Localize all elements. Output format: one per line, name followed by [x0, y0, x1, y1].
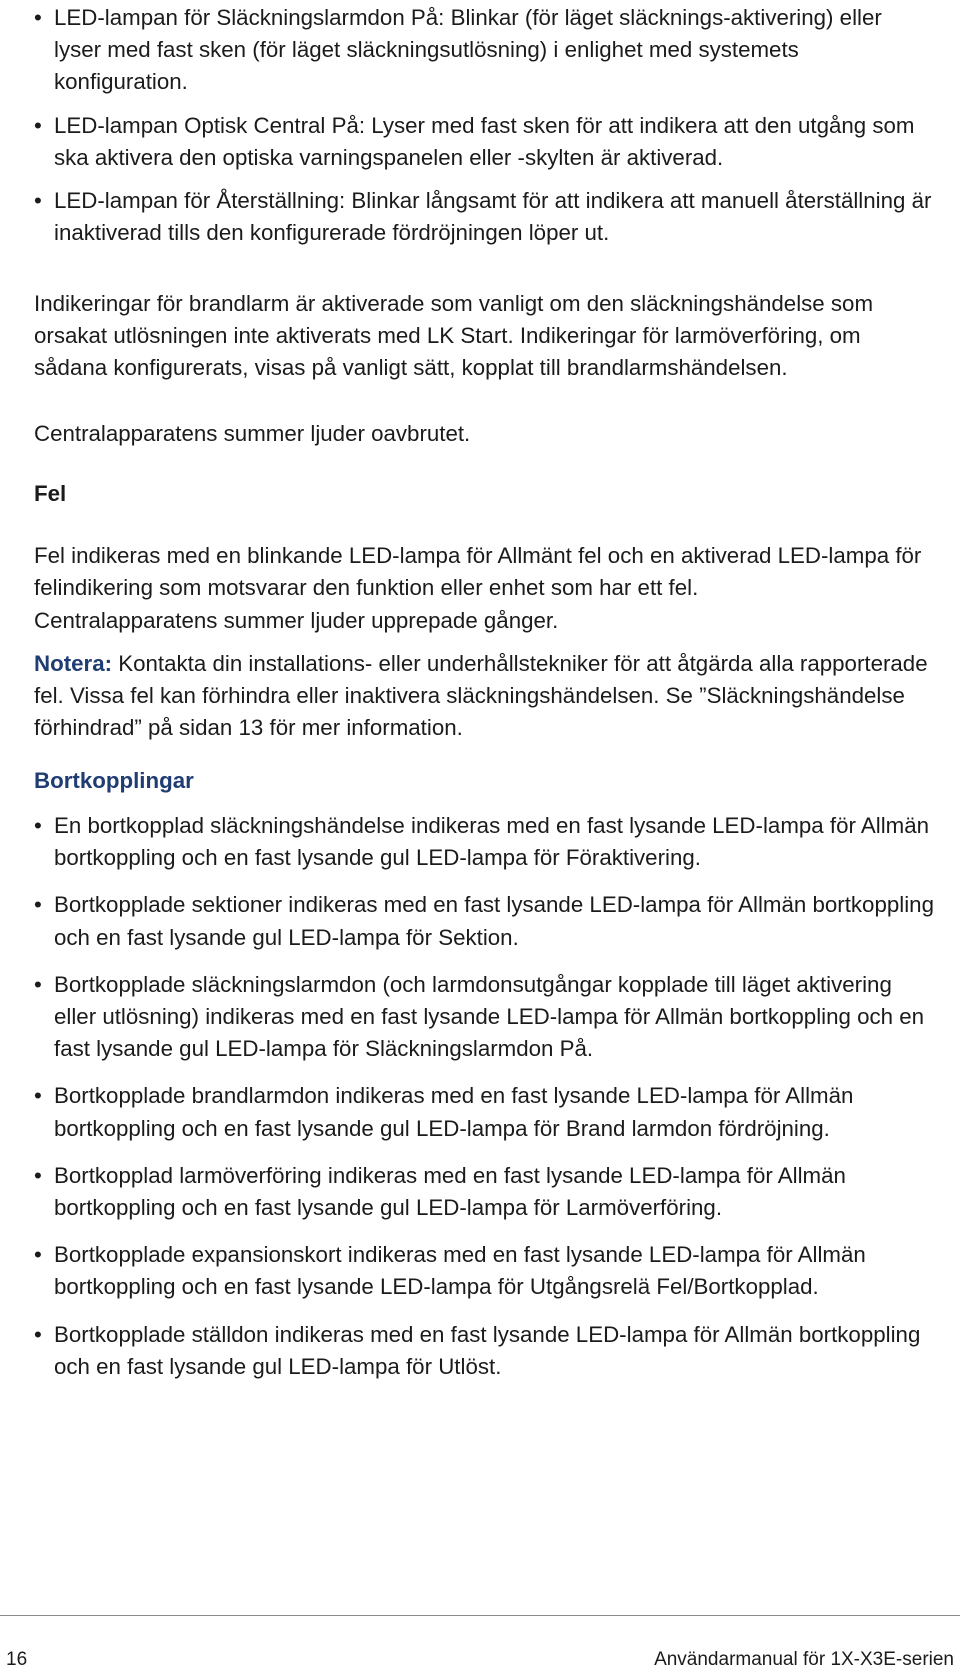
paragraph-indikeringar: Indikeringar för brandlarm är aktiverade som vanligt om den släckningshändelse som orsakat utlösningen inte aktiverats med LK Start. Indikeringar för larmöverföring, om sådana konfigurerats, visas på vanligt sätt, kopplat till brandlarmshändelsen. [34, 291, 874, 381]
list-item: • Bortkopplade sektioner indikeras med en fast lysande LED-lampa för Allmän bortkoppling och en fast lysande gul LED-lampa för Sektion. [44, 889, 934, 953]
list-item: • Bortkopplade brandlarmdon indikeras med en fast lysande LED-lampa för Allmän bortkoppling och en fast lysande gul LED-lampa för Brand larmdon fördröjning. [44, 1080, 934, 1144]
heading-fel: Fel [34, 481, 67, 506]
footer-divider [0, 1615, 960, 1616]
list-item: • En bortkopplad släckningshändelse indikeras med en fast lysande LED-lampa för Allmän bortkoppling och en fast lysande gul LED-lampa för Föraktivering. [44, 810, 934, 874]
page-number: 16 [6, 1649, 28, 1670]
list-item: • LED-lampan Optisk Central På: Lyser med fast sken för att indikera att den utgång som ska aktivera den optiska varningspanelen eller -skylten är aktiverad. [44, 110, 934, 174]
paragraph-fel: Fel indikeras med en blinkande LED-lampa för Allmänt fel och en aktiverad LED-lampa för felindikering som motsvarar den funktion eller enhet som har ett fel. [34, 543, 922, 601]
paragraph-summer-oavbrutet: Centralapparatens summer ljuder oavbrutet. [34, 421, 471, 446]
led-bullet-list [44, 2, 934, 249]
note-text: Kontakta din installations- eller underhållstekniker för att åtgärda alla rapporterade fel. Vissa fel kan förhindra eller inaktivera släckningshändelsen. Se ”Släckningshändelse förhindrad” på sidan 13 för mer information. [34, 651, 928, 741]
list-item: • Bortkopplade ställdon indikeras med en fast lysande LED-lampa för Allmän bortkoppling och en fast lysande gul LED-lampa för Utlöst. [44, 1319, 934, 1383]
list-item: • Bortkopplade expansionskort indikeras med en fast lysande LED-lampa för Allmän bortkoppling och en fast lysande LED-lampa för Utgångsrelä Fel/Bortkopplad. [44, 1239, 934, 1303]
bortkoppling-bullet-list [44, 810, 934, 1398]
list-item: • LED-lampan för Återställning: Blinkar långsamt för att indikera att manuell återställning är inaktiverad tills den konfigurerade fördröjningen löper ut. [44, 185, 934, 249]
page-footer [0, 1615, 960, 1674]
note-label: Notera: [34, 651, 113, 676]
heading-bortkopplingar: Bortkopplingar [34, 768, 194, 793]
paragraph-summer-upprepade: Centralapparatens summer ljuder upprepade gånger. [34, 608, 559, 633]
note-paragraph [34, 648, 934, 745]
manual-title: Användarmanual för 1X-X3E-serien [654, 1649, 954, 1670]
list-item: • LED-lampan för Släckningslarmdon På: Blinkar (för läget släcknings-aktivering) eller lyser med fast sken (för läget släckningsutlösning) i enlighet med systemets konfiguration. [44, 2, 934, 99]
list-item: • Bortkopplade släckningslarmdon (och larmdonsutgångar kopplade till läget aktivering eller utlösning) indikeras med en fast lysande LED-lampa för Allmän bortkoppling och en fast lysande gul LED-lampa för Släckningslarmdon På. [44, 969, 934, 1066]
list-item: • Bortkopplad larmöverföring indikeras med en fast lysande LED-lampa för Allmän bortkoppling och en fast lysande gul LED-lampa för Larmöverföring. [44, 1160, 934, 1224]
